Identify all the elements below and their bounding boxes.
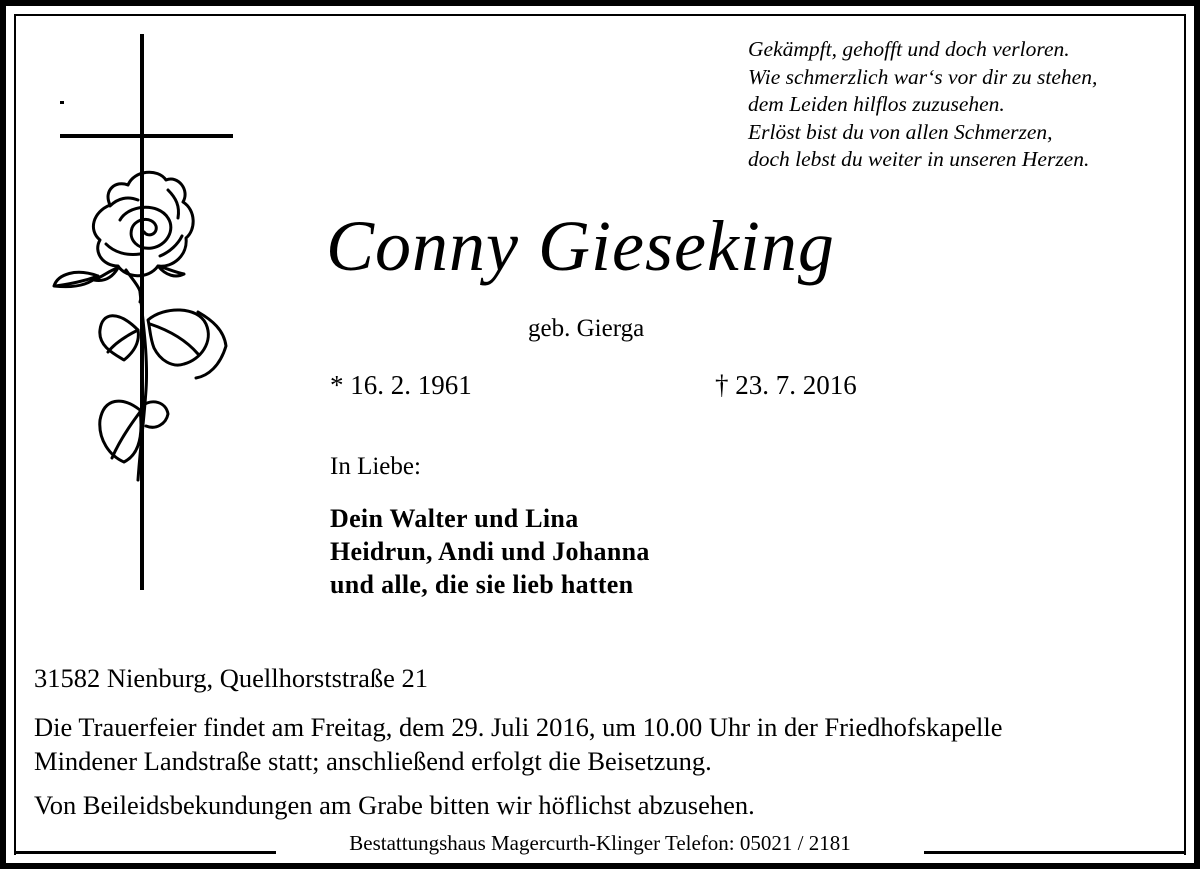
address: 31582 Nienburg, Quellhorststraße 21: [34, 663, 429, 693]
birth-date: * 16. 2. 1961: [330, 370, 472, 400]
funeral-info-line: Mindener Landstraße statt; anschließend erfolgt die Beisetzung.: [34, 746, 712, 776]
poem: [748, 36, 1178, 174]
footer-rule-left: [14, 851, 276, 854]
mourners-intro: In Liebe:: [330, 453, 421, 480]
poem-line: dem Leiden hilflos zuzusehen.: [748, 92, 1005, 116]
mourner-line: Heidrun, Andi und Johanna: [330, 537, 650, 566]
poem-line: Wie schmerzlich war‘s vor dir zu stehen,: [748, 64, 1098, 89]
deceased-name: Conny Gieseking: [326, 206, 835, 286]
funeral-home-footer: Bestattungshaus Magercurth-Klinger Telefon: 05021 / 2181: [349, 831, 851, 855]
poem-line: Gekämpft, gehofft und doch verloren.: [748, 37, 1070, 61]
maiden-name: geb. Gierga: [528, 315, 645, 342]
mourners-list: [330, 502, 650, 601]
poem-line: doch lebst du weiter in unseren Herzen.: [748, 147, 1090, 171]
mourner-line: Dein Walter und Lina: [330, 504, 579, 533]
footer-rule-right: [924, 851, 1186, 854]
funeral-info: [34, 710, 1174, 778]
poem-line: Erlöst bist du von allen Schmerzen,: [748, 119, 1053, 144]
death-date: † 23. 7. 2016: [715, 370, 857, 400]
funeral-info-line: Die Trauerfeier findet am Freitag, dem 29. Juli 2016, um 10.00 Uhr in der Friedhofskapelle: [34, 712, 1003, 742]
condolence-note: Von Beileidsbekundungen am Grabe bitten wir höflichst abzusehen.: [34, 790, 755, 820]
mourner-line: und alle, die sie lieb hatten: [330, 570, 634, 599]
cross-with-rose-icon: [48, 30, 248, 600]
